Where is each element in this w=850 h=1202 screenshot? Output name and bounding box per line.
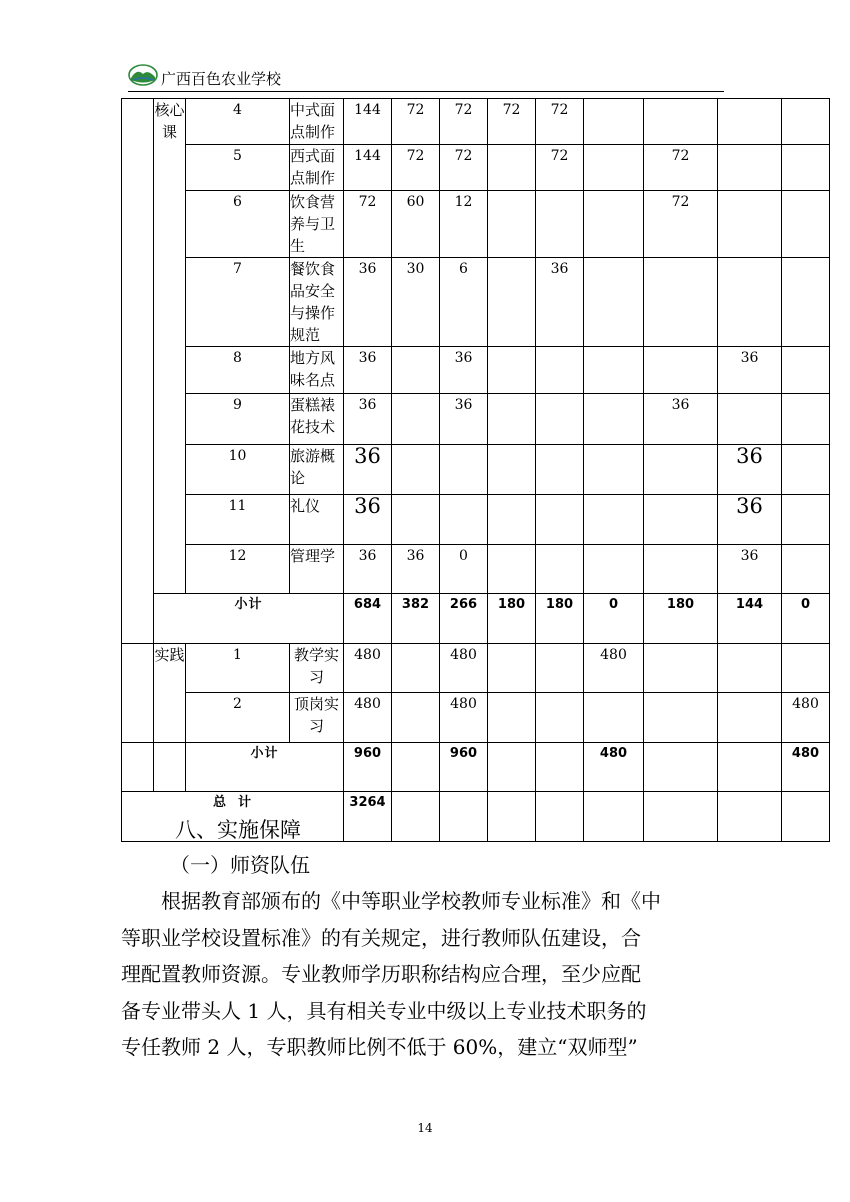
value-cell — [440, 445, 488, 495]
row-number: 1 — [186, 644, 290, 693]
value-cell: 36 — [440, 394, 488, 445]
subtotal-cell: 180 — [644, 594, 718, 644]
category-cell: 核心课 — [154, 99, 186, 594]
value-cell — [718, 394, 782, 445]
value-cell — [488, 145, 536, 191]
value-cell: 36 — [536, 258, 584, 347]
value-cell: 12 — [440, 191, 488, 258]
value-cell — [782, 644, 830, 693]
value-cell: 36 — [344, 495, 392, 545]
value-cell — [488, 394, 536, 445]
value-cell — [392, 693, 440, 743]
subtotal-cell: 960 — [344, 743, 392, 792]
row-number: 6 — [186, 191, 290, 258]
value-cell: 72 — [644, 191, 718, 258]
subtotal-cell: 480 — [584, 743, 644, 792]
paragraph-line: 理配置教师资源。专业教师学历职称结构应合理，至少应配 — [121, 962, 641, 986]
value-cell: 0 — [440, 545, 488, 594]
subtotal-cell: 144 — [718, 594, 782, 644]
value-cell — [718, 693, 782, 743]
total-cell — [718, 792, 782, 842]
row-number: 7 — [186, 258, 290, 347]
subtotal-cell: 0 — [782, 594, 830, 644]
value-cell: 72 — [536, 99, 584, 145]
value-cell — [488, 445, 536, 495]
value-cell — [536, 644, 584, 693]
value-cell — [536, 347, 584, 394]
value-cell — [718, 191, 782, 258]
table-row — [122, 545, 830, 594]
table-row — [122, 394, 830, 445]
course-name: 管理学 — [290, 545, 344, 594]
value-cell — [644, 258, 718, 347]
value-cell: 72 — [488, 99, 536, 145]
value-cell — [644, 545, 718, 594]
subtotal-label: 小计 — [154, 594, 344, 644]
value-cell — [392, 495, 440, 545]
value-cell: 72 — [440, 145, 488, 191]
value-cell — [782, 145, 830, 191]
value-cell: 480 — [344, 693, 392, 743]
value-cell: 36 — [718, 495, 782, 545]
course-name: 餐饮食品安全与操作规范 — [290, 258, 344, 347]
value-cell — [644, 445, 718, 495]
value-cell: 480 — [440, 693, 488, 743]
total-label: 总 计 — [122, 792, 344, 842]
section-title: 八、实施保障 — [175, 818, 301, 842]
table-row — [122, 145, 830, 191]
value-cell — [536, 191, 584, 258]
total-cell — [392, 792, 440, 842]
value-cell: 36 — [392, 545, 440, 594]
value-cell — [718, 258, 782, 347]
value-cell — [644, 644, 718, 693]
value-cell — [584, 145, 644, 191]
section-subtitle: （一）师资队伍 — [170, 853, 310, 877]
value-cell: 72 — [440, 99, 488, 145]
value-cell — [392, 644, 440, 693]
category-empty-cell — [122, 644, 154, 743]
table-row — [122, 644, 830, 693]
row-number: 8 — [186, 347, 290, 394]
value-cell: 72 — [536, 145, 584, 191]
subtotal-cell: 180 — [536, 594, 584, 644]
value-cell: 60 — [392, 191, 440, 258]
subtotal-cell: 684 — [344, 594, 392, 644]
subtotal-row — [122, 594, 830, 644]
value-cell — [782, 347, 830, 394]
value-cell — [392, 347, 440, 394]
value-cell — [782, 545, 830, 594]
total-cell — [584, 792, 644, 842]
subtotal-cell — [392, 743, 440, 792]
value-cell — [584, 394, 644, 445]
total-cell — [440, 792, 488, 842]
value-cell — [440, 495, 488, 545]
course-name: 蛋糕裱花技术 — [290, 394, 344, 445]
subtotal-cell — [644, 743, 718, 792]
table-row — [122, 99, 830, 145]
value-cell: 144 — [344, 99, 392, 145]
page-number: 14 — [417, 1121, 433, 1135]
value-cell — [584, 445, 644, 495]
value-cell — [536, 693, 584, 743]
category-cell: 实践 — [154, 644, 186, 743]
body-paragraph — [121, 883, 721, 1066]
table-row — [122, 347, 830, 394]
paragraph-line: 根据教育部颁布的《中等职业学校教师专业标准》和《中 — [121, 889, 661, 913]
value-cell — [644, 347, 718, 394]
course-name: 中式面点制作 — [290, 99, 344, 145]
value-cell — [584, 693, 644, 743]
school-name: 广西百色农业学校 — [161, 70, 282, 88]
subtotal-label: 小计 — [186, 743, 344, 792]
value-cell — [488, 495, 536, 545]
subtotal-cell: 480 — [782, 743, 830, 792]
course-name: 旅游概论 — [290, 445, 344, 495]
value-cell — [392, 445, 440, 495]
value-cell — [488, 644, 536, 693]
value-cell: 36 — [440, 347, 488, 394]
total-cell — [536, 792, 584, 842]
value-cell — [536, 394, 584, 445]
course-name: 饮食营养与卫生 — [290, 191, 344, 258]
value-cell: 72 — [344, 191, 392, 258]
school-logo-icon — [128, 63, 158, 87]
value-cell — [392, 394, 440, 445]
curriculum-table — [121, 98, 830, 842]
total-cell — [782, 792, 830, 842]
subtotal-cell — [488, 743, 536, 792]
value-cell — [644, 693, 718, 743]
row-number: 10 — [186, 445, 290, 495]
category-empty-cell — [122, 99, 154, 644]
value-cell — [536, 445, 584, 495]
value-cell: 144 — [344, 145, 392, 191]
row-number: 11 — [186, 495, 290, 545]
page-header — [128, 62, 724, 94]
table-row — [122, 258, 830, 347]
value-cell: 36 — [718, 545, 782, 594]
row-number: 2 — [186, 693, 290, 743]
subtotal-cell — [718, 743, 782, 792]
subtotal-cell: 180 — [488, 594, 536, 644]
value-cell — [488, 545, 536, 594]
header-divider — [128, 91, 724, 92]
value-cell: 72 — [644, 145, 718, 191]
value-cell: 36 — [344, 347, 392, 394]
value-cell — [782, 495, 830, 545]
value-cell — [644, 495, 718, 545]
value-cell: 6 — [440, 258, 488, 347]
value-cell — [488, 693, 536, 743]
table-row — [122, 693, 830, 743]
value-cell: 36 — [718, 445, 782, 495]
value-cell — [782, 394, 830, 445]
value-cell — [782, 445, 830, 495]
value-cell — [488, 347, 536, 394]
empty-cell — [154, 743, 186, 792]
total-cell — [644, 792, 718, 842]
value-cell: 480 — [344, 644, 392, 693]
value-cell — [584, 545, 644, 594]
subtotal-cell: 960 — [440, 743, 488, 792]
paragraph-line: 等职业学校设置标准》的有关规定，进行教师队伍建设，合 — [121, 925, 641, 950]
table-row — [122, 495, 830, 545]
value-cell: 72 — [392, 145, 440, 191]
value-cell — [584, 99, 644, 145]
paragraph-line: 专任教师 2 人，专职教师比例不低于 60%，建立“双师型” — [121, 1035, 638, 1059]
paragraph-line: 备专业带头人 1 人，具有相关专业中级以上专业技术职务的 — [121, 998, 647, 1023]
value-cell: 36 — [344, 394, 392, 445]
value-cell — [584, 258, 644, 347]
row-number: 4 — [186, 99, 290, 145]
course-name: 教学实习 — [290, 644, 344, 693]
value-cell — [488, 191, 536, 258]
value-cell: 36 — [718, 347, 782, 394]
row-number: 9 — [186, 394, 290, 445]
value-cell — [584, 495, 644, 545]
value-cell: 480 — [782, 693, 830, 743]
subtotal-cell — [536, 743, 584, 792]
empty-cell — [122, 743, 154, 792]
table-row — [122, 191, 830, 258]
value-cell: 36 — [344, 445, 392, 495]
course-name: 地方风味名点 — [290, 347, 344, 394]
row-number: 5 — [186, 145, 290, 191]
value-cell — [718, 644, 782, 693]
course-name: 礼仪 — [290, 495, 344, 545]
value-cell: 36 — [344, 258, 392, 347]
value-cell — [488, 258, 536, 347]
table-row — [122, 445, 830, 495]
total-cell — [488, 792, 536, 842]
value-cell: 36 — [644, 394, 718, 445]
subtotal-cell: 382 — [392, 594, 440, 644]
value-cell: 36 — [344, 545, 392, 594]
value-cell — [782, 258, 830, 347]
subtotal-row — [122, 743, 830, 792]
value-cell — [782, 99, 830, 145]
value-cell — [536, 545, 584, 594]
value-cell — [644, 99, 718, 145]
value-cell — [536, 495, 584, 545]
row-number: 12 — [186, 545, 290, 594]
value-cell — [782, 191, 830, 258]
value-cell — [584, 347, 644, 394]
subtotal-cell: 266 — [440, 594, 488, 644]
course-name: 西式面点制作 — [290, 145, 344, 191]
subtotal-cell: 0 — [584, 594, 644, 644]
course-name: 顶岗实习 — [290, 693, 344, 743]
total-cell: 3264 — [344, 792, 392, 842]
value-cell: 30 — [392, 258, 440, 347]
value-cell: 480 — [584, 644, 644, 693]
value-cell: 72 — [392, 99, 440, 145]
value-cell — [584, 191, 644, 258]
value-cell — [718, 99, 782, 145]
value-cell — [718, 145, 782, 191]
value-cell: 480 — [440, 644, 488, 693]
